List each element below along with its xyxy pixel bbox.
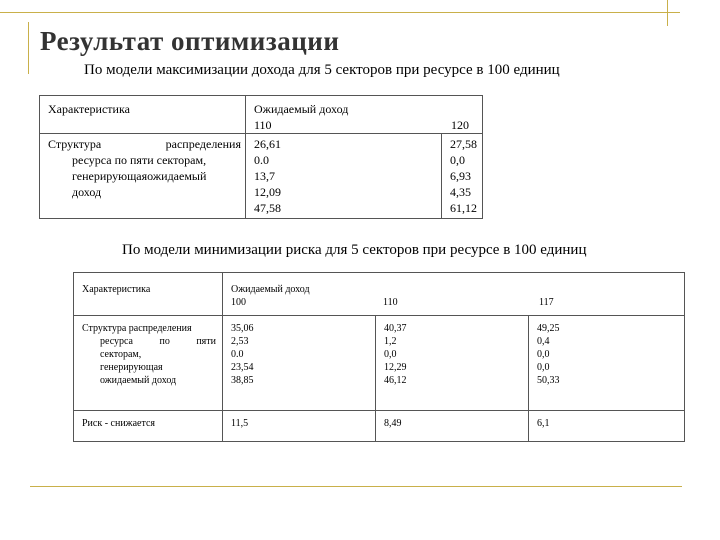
risk-value-110: 8,49 bbox=[384, 418, 402, 429]
values-column-117: 49,25 0,4 0,0 0,0 50,33 bbox=[537, 323, 560, 386]
frame-top-line bbox=[0, 12, 680, 13]
section1-subtitle: По модели максимизации дохода для 5 секторов при ресурсе в 100 единиц bbox=[84, 62, 560, 78]
table-row bbox=[74, 273, 685, 316]
values-column-120: 27,58 0,0 6,93 4,35 61,12 bbox=[450, 137, 477, 215]
values-column-110: 26,61 0.0 13,7 12,09 47,58 bbox=[254, 137, 281, 215]
row-label-structure: Структура распределения ресурса по пяти секторам, генерирующая ожидаемый доход bbox=[82, 323, 216, 386]
frame-left-line bbox=[28, 22, 29, 74]
income-maximization-table bbox=[39, 95, 483, 219]
row-label-structure: Структура распределения ресурса по пяти секторам, генерирующаяожидаемый доход bbox=[48, 137, 241, 199]
income-value-110: 110 bbox=[254, 118, 272, 132]
income-value-110: 110 bbox=[383, 297, 398, 308]
frame-right-line bbox=[667, 0, 668, 26]
header-characteristic: Характеристика bbox=[82, 284, 151, 295]
risk-value-117: 6,1 bbox=[537, 418, 550, 429]
table-row bbox=[40, 96, 483, 134]
section2-subtitle: По модели минимизации риска для 5 секторов при ресурсе в 100 единиц bbox=[122, 242, 587, 258]
income-value-117: 117 bbox=[539, 297, 554, 308]
page-title: Результат оптимизации bbox=[40, 26, 340, 56]
frame-bottom-line bbox=[30, 486, 682, 487]
values-column-100: 35,06 2,53 0.0 23,54 38,85 bbox=[231, 323, 254, 386]
risk-value-100: 11,5 bbox=[231, 418, 249, 429]
header-characteristic: Характеристика bbox=[48, 102, 130, 116]
header-expected-income: Ожидаемый доход 100 110 117 bbox=[231, 284, 554, 308]
table-row bbox=[74, 411, 685, 442]
risk-label: Риск - снижается bbox=[82, 418, 155, 429]
table-row bbox=[40, 134, 483, 219]
table-row bbox=[74, 316, 685, 411]
income-value-100: 100 bbox=[231, 297, 246, 308]
risk-minimization-table bbox=[73, 272, 685, 442]
values-column-110: 40,37 1,2 0,0 12,29 46,12 bbox=[384, 323, 407, 386]
income-value-120: 120 bbox=[451, 118, 469, 132]
header-expected-income: Ожидаемый доход 110 120 bbox=[254, 102, 469, 132]
